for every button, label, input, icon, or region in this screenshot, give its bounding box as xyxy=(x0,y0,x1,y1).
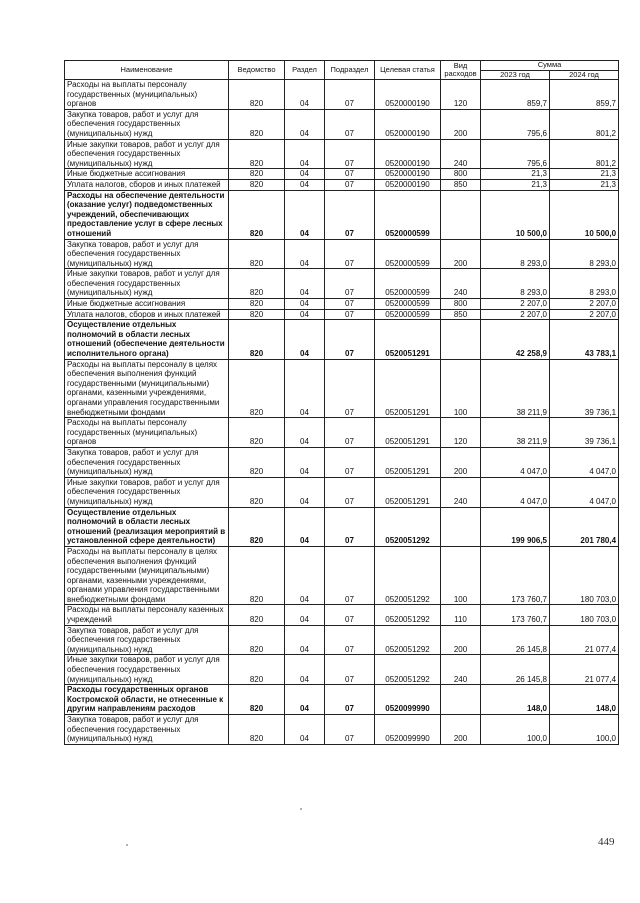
cell-cel-statya: 0520099990 xyxy=(375,685,441,715)
cell-vedomstvo: 820 xyxy=(229,169,285,180)
cell-sum-2023: 795,6 xyxy=(481,139,550,169)
cell-cel-statya: 0520000599 xyxy=(375,299,441,310)
cell-sum-2023: 148,0 xyxy=(481,685,550,715)
cell-razdel: 04 xyxy=(285,179,325,190)
table-row xyxy=(65,80,619,110)
table-row xyxy=(65,239,619,269)
cell-name: Расходы государственных органов Костромской области, не отнесенные к другим направлениям расходов xyxy=(65,685,229,715)
cell-name: Расходы на выплаты персоналу государственных (муниципальных) органов xyxy=(65,80,229,110)
cell-cel-statya: 0520051292 xyxy=(375,546,441,605)
cell-razdel: 04 xyxy=(285,418,325,448)
table-row xyxy=(65,179,619,190)
cell-name: Расходы на выплаты персоналу в целях обеспечения выполнения функций государственными (муниципальными) органами, казенными учреждениями, органами управления государственными внебюджетными фондами xyxy=(65,546,229,605)
cell-sum-2024: 21,3 xyxy=(550,179,619,190)
cell-podrazdel: 07 xyxy=(325,309,375,320)
budget-table-sheet xyxy=(64,60,618,745)
cell-vedomstvo: 820 xyxy=(229,139,285,169)
header-podrazdel: Подраздел xyxy=(325,61,375,80)
cell-name: Расходы на обеспечение деятельности (оказание услуг) подведомственных учреждений, обеспечивающих предоставление услуг в сфере лесных отношений xyxy=(65,190,229,239)
cell-podrazdel: 07 xyxy=(325,625,375,655)
cell-cel-statya: 0520051291 xyxy=(375,418,441,448)
cell-sum-2023: 26 145,8 xyxy=(481,655,550,685)
table-row xyxy=(65,605,619,625)
cell-name: Закупка товаров, работ и услуг для обеспечения государственных (муниципальных) нужд xyxy=(65,447,229,477)
cell-cel-statya: 0520051291 xyxy=(375,320,441,359)
table-row xyxy=(65,546,619,605)
cell-vedomstvo: 820 xyxy=(229,190,285,239)
cell-sum-2024: 21,3 xyxy=(550,169,619,180)
cell-sum-2024: 43 783,1 xyxy=(550,320,619,359)
table-row xyxy=(65,320,619,359)
cell-sum-2024: 39 736,1 xyxy=(550,359,619,418)
cell-sum-2023: 38 211,9 xyxy=(481,359,550,418)
cell-name: Иные бюджетные ассигнования xyxy=(65,169,229,180)
cell-vid-rashodov xyxy=(441,190,481,239)
header-year-2023: 2023 год xyxy=(481,70,550,80)
cell-sum-2024: 801,2 xyxy=(550,139,619,169)
cell-razdel: 04 xyxy=(285,655,325,685)
cell-sum-2024: 21 077,4 xyxy=(550,655,619,685)
cell-razdel: 04 xyxy=(285,309,325,320)
cell-sum-2024: 859,7 xyxy=(550,80,619,110)
header-vedomstvo: Ведомство xyxy=(229,61,285,80)
cell-name: Закупка товаров, работ и услуг для обеспечения государственных (муниципальных) нужд xyxy=(65,239,229,269)
cell-razdel: 04 xyxy=(285,359,325,418)
cell-cel-statya: 0520051291 xyxy=(375,477,441,507)
cell-name: Закупка товаров, работ и услуг для обеспечения государственных (муниципальных) нужд xyxy=(65,715,229,745)
cell-sum-2024: 10 500,0 xyxy=(550,190,619,239)
cell-cel-statya: 0520000190 xyxy=(375,80,441,110)
cell-sum-2023: 173 760,7 xyxy=(481,546,550,605)
cell-vid-rashodov: 800 xyxy=(441,299,481,310)
cell-podrazdel: 07 xyxy=(325,655,375,685)
table-row xyxy=(65,655,619,685)
cell-vedomstvo: 820 xyxy=(229,359,285,418)
table-body xyxy=(65,80,619,745)
cell-podrazdel: 07 xyxy=(325,715,375,745)
cell-sum-2024: 201 780,4 xyxy=(550,507,619,546)
cell-cel-statya: 0520051292 xyxy=(375,655,441,685)
cell-vid-rashodov: 120 xyxy=(441,80,481,110)
cell-vid-rashodov: 200 xyxy=(441,239,481,269)
cell-razdel: 04 xyxy=(285,685,325,715)
cell-sum-2024: 180 703,0 xyxy=(550,605,619,625)
cell-name: Иные закупки товаров, работ и услуг для обеспечения государственных (муниципальных) нужд xyxy=(65,655,229,685)
budget-table xyxy=(64,60,619,745)
cell-sum-2024: 148,0 xyxy=(550,685,619,715)
table-header xyxy=(65,61,619,80)
cell-sum-2023: 42 258,9 xyxy=(481,320,550,359)
cell-vedomstvo: 820 xyxy=(229,715,285,745)
cell-sum-2023: 859,7 xyxy=(481,80,550,110)
cell-cel-statya: 0520000599 xyxy=(375,190,441,239)
cell-vid-rashodov: 850 xyxy=(441,309,481,320)
cell-vedomstvo: 820 xyxy=(229,109,285,139)
cell-vid-rashodov: 240 xyxy=(441,477,481,507)
table-row xyxy=(65,477,619,507)
cell-name: Осуществление отдельных полномочий в области лесных отношений (реализация мероприятий в установленной сфере деятельности) xyxy=(65,507,229,546)
cell-razdel: 04 xyxy=(285,269,325,299)
cell-vid-rashodov: 200 xyxy=(441,715,481,745)
cell-podrazdel: 07 xyxy=(325,299,375,310)
cell-vedomstvo: 820 xyxy=(229,239,285,269)
cell-podrazdel: 07 xyxy=(325,477,375,507)
cell-name: Расходы на выплаты персоналу в целях обеспечения выполнения функций государственными (муниципальными) органами, казенными учреждениями, органами управления государственными внебюджетными фондами xyxy=(65,359,229,418)
cell-razdel: 04 xyxy=(285,605,325,625)
cell-sum-2023: 2 207,0 xyxy=(481,299,550,310)
cell-sum-2024: 4 047,0 xyxy=(550,477,619,507)
table-row xyxy=(65,109,619,139)
header-year-2024: 2024 год xyxy=(550,70,619,80)
cell-name: Уплата налогов, сборов и иных платежей xyxy=(65,309,229,320)
cell-sum-2023: 2 207,0 xyxy=(481,309,550,320)
cell-podrazdel: 07 xyxy=(325,109,375,139)
cell-podrazdel: 07 xyxy=(325,507,375,546)
table-row xyxy=(65,507,619,546)
cell-vid-rashodov: 100 xyxy=(441,359,481,418)
cell-sum-2024: 180 703,0 xyxy=(550,546,619,605)
cell-name: Закупка товаров, работ и услуг для обеспечения государственных (муниципальных) нужд xyxy=(65,625,229,655)
cell-name: Расходы на выплаты персоналу казенных учреждений xyxy=(65,605,229,625)
cell-cel-statya: 0520000599 xyxy=(375,269,441,299)
cell-cel-statya: 0520000190 xyxy=(375,109,441,139)
cell-sum-2023: 8 293,0 xyxy=(481,239,550,269)
table-row xyxy=(65,169,619,180)
cell-vid-rashodov xyxy=(441,320,481,359)
cell-sum-2023: 21,3 xyxy=(481,169,550,180)
cell-sum-2024: 2 207,0 xyxy=(550,309,619,320)
cell-vid-rashodov: 850 xyxy=(441,179,481,190)
cell-sum-2023: 38 211,9 xyxy=(481,418,550,448)
cell-sum-2024: 21 077,4 xyxy=(550,625,619,655)
table-row xyxy=(65,269,619,299)
cell-sum-2023: 199 906,5 xyxy=(481,507,550,546)
cell-sum-2023: 8 293,0 xyxy=(481,269,550,299)
cell-vedomstvo: 820 xyxy=(229,80,285,110)
cell-vid-rashodov: 240 xyxy=(441,655,481,685)
cell-sum-2023: 10 500,0 xyxy=(481,190,550,239)
table-row xyxy=(65,190,619,239)
cell-podrazdel: 07 xyxy=(325,169,375,180)
cell-razdel: 04 xyxy=(285,320,325,359)
cell-name: Расходы на выплаты персоналу государственных (муниципальных) органов xyxy=(65,418,229,448)
cell-sum-2024: 4 047,0 xyxy=(550,447,619,477)
cell-vid-rashodov: 800 xyxy=(441,169,481,180)
header-name: Наименование xyxy=(65,61,229,80)
cell-name: Иные закупки товаров, работ и услуг для обеспечения государственных (муниципальных) нужд xyxy=(65,139,229,169)
cell-razdel: 04 xyxy=(285,139,325,169)
cell-cel-statya: 0520000190 xyxy=(375,169,441,180)
cell-sum-2024: 8 293,0 xyxy=(550,239,619,269)
cell-vid-rashodov: 200 xyxy=(441,447,481,477)
cell-razdel: 04 xyxy=(285,80,325,110)
header-razdel: Раздел xyxy=(285,61,325,80)
cell-razdel: 04 xyxy=(285,447,325,477)
cell-vedomstvo: 820 xyxy=(229,546,285,605)
cell-vedomstvo: 820 xyxy=(229,418,285,448)
cell-cel-statya: 0520051291 xyxy=(375,447,441,477)
scan-speck xyxy=(126,844,128,846)
cell-razdel: 04 xyxy=(285,477,325,507)
cell-razdel: 04 xyxy=(285,299,325,310)
cell-podrazdel: 07 xyxy=(325,359,375,418)
header-summa: Сумма xyxy=(481,61,619,71)
cell-vedomstvo: 820 xyxy=(229,477,285,507)
cell-cel-statya: 0520000599 xyxy=(375,239,441,269)
cell-vedomstvo: 820 xyxy=(229,625,285,655)
cell-vedomstvo: 820 xyxy=(229,447,285,477)
cell-cel-statya: 0520000599 xyxy=(375,309,441,320)
cell-vedomstvo: 820 xyxy=(229,309,285,320)
cell-podrazdel: 07 xyxy=(325,546,375,605)
cell-sum-2024: 100,0 xyxy=(550,715,619,745)
cell-sum-2023: 100,0 xyxy=(481,715,550,745)
cell-cel-statya: 0520051292 xyxy=(375,605,441,625)
cell-cel-statya: 0520000190 xyxy=(375,179,441,190)
cell-vid-rashodov: 200 xyxy=(441,109,481,139)
table-row xyxy=(65,309,619,320)
table-row xyxy=(65,299,619,310)
table-row xyxy=(65,418,619,448)
cell-vedomstvo: 820 xyxy=(229,179,285,190)
cell-sum-2023: 173 760,7 xyxy=(481,605,550,625)
cell-podrazdel: 07 xyxy=(325,605,375,625)
header-cel-statya: Целевая статья xyxy=(375,61,441,80)
cell-vid-rashodov: 200 xyxy=(441,625,481,655)
cell-vedomstvo: 820 xyxy=(229,507,285,546)
cell-vid-rashodov: 100 xyxy=(441,546,481,605)
cell-razdel: 04 xyxy=(285,109,325,139)
table-row xyxy=(65,685,619,715)
cell-vid-rashodov xyxy=(441,685,481,715)
cell-podrazdel: 07 xyxy=(325,139,375,169)
cell-cel-statya: 0520099990 xyxy=(375,715,441,745)
cell-razdel: 04 xyxy=(285,507,325,546)
cell-podrazdel: 07 xyxy=(325,179,375,190)
page-number: 449 xyxy=(598,836,615,848)
cell-cel-statya: 0520051292 xyxy=(375,507,441,546)
cell-vid-rashodov: 240 xyxy=(441,139,481,169)
cell-sum-2024: 801,2 xyxy=(550,109,619,139)
cell-razdel: 04 xyxy=(285,715,325,745)
cell-sum-2023: 795,6 xyxy=(481,109,550,139)
cell-name: Иные закупки товаров, работ и услуг для обеспечения государственных (муниципальных) нужд xyxy=(65,477,229,507)
cell-name: Иные закупки товаров, работ и услуг для обеспечения государственных (муниципальных) нужд xyxy=(65,269,229,299)
cell-vedomstvo: 820 xyxy=(229,605,285,625)
table-row xyxy=(65,625,619,655)
cell-sum-2023: 4 047,0 xyxy=(481,447,550,477)
cell-sum-2023: 21,3 xyxy=(481,179,550,190)
cell-sum-2023: 4 047,0 xyxy=(481,477,550,507)
cell-cel-statya: 0520051292 xyxy=(375,625,441,655)
table-row xyxy=(65,359,619,418)
cell-razdel: 04 xyxy=(285,190,325,239)
table-row xyxy=(65,715,619,745)
cell-name: Уплата налогов, сборов и иных платежей xyxy=(65,179,229,190)
cell-cel-statya: 0520000190 xyxy=(375,139,441,169)
cell-podrazdel: 07 xyxy=(325,447,375,477)
cell-vid-rashodov: 120 xyxy=(441,418,481,448)
cell-sum-2024: 8 293,0 xyxy=(550,269,619,299)
cell-cel-statya: 0520051291 xyxy=(375,359,441,418)
cell-sum-2024: 39 736,1 xyxy=(550,418,619,448)
cell-vedomstvo: 820 xyxy=(229,655,285,685)
table-row xyxy=(65,447,619,477)
cell-podrazdel: 07 xyxy=(325,239,375,269)
table-row xyxy=(65,139,619,169)
cell-sum-2024: 2 207,0 xyxy=(550,299,619,310)
cell-name: Осуществление отдельных полномочий в области лесных отношений (обеспечение деятельности исполнительного органа) xyxy=(65,320,229,359)
cell-vedomstvo: 820 xyxy=(229,299,285,310)
cell-name: Иные бюджетные ассигнования xyxy=(65,299,229,310)
cell-podrazdel: 07 xyxy=(325,418,375,448)
cell-podrazdel: 07 xyxy=(325,269,375,299)
cell-vid-rashodov: 240 xyxy=(441,269,481,299)
cell-vedomstvo: 820 xyxy=(229,685,285,715)
cell-vedomstvo: 820 xyxy=(229,320,285,359)
cell-podrazdel: 07 xyxy=(325,80,375,110)
scan-speck xyxy=(300,808,302,810)
cell-vid-rashodov: 110 xyxy=(441,605,481,625)
cell-vid-rashodov xyxy=(441,507,481,546)
header-vid-rashodov: Вид расходов xyxy=(441,61,481,80)
cell-vedomstvo: 820 xyxy=(229,269,285,299)
cell-razdel: 04 xyxy=(285,625,325,655)
cell-razdel: 04 xyxy=(285,239,325,269)
cell-razdel: 04 xyxy=(285,546,325,605)
cell-podrazdel: 07 xyxy=(325,685,375,715)
cell-sum-2023: 26 145,8 xyxy=(481,625,550,655)
cell-podrazdel: 07 xyxy=(325,190,375,239)
cell-name: Закупка товаров, работ и услуг для обеспечения государственных (муниципальных) нужд xyxy=(65,109,229,139)
cell-podrazdel: 07 xyxy=(325,320,375,359)
cell-razdel: 04 xyxy=(285,169,325,180)
